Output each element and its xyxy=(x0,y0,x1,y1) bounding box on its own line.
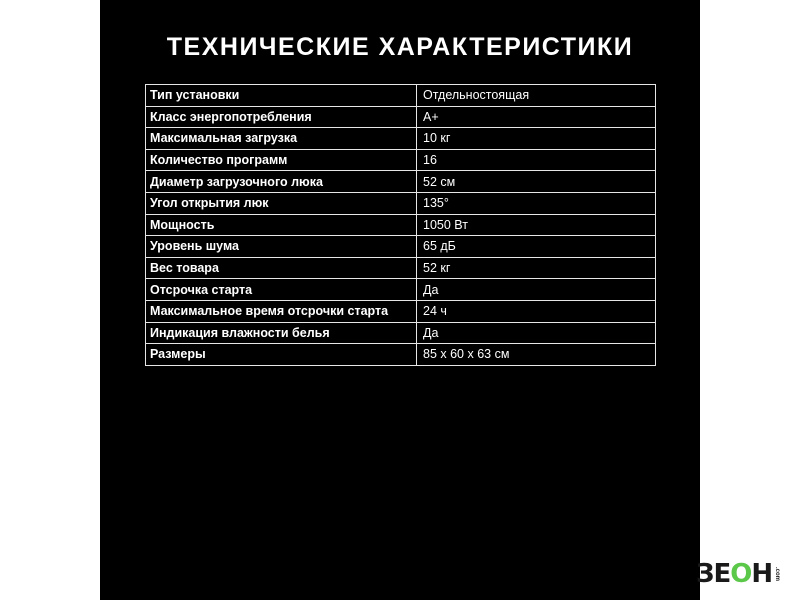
spec-label: Угол открытия люк xyxy=(146,192,417,214)
spec-value: 10 кг xyxy=(417,128,656,150)
table-row xyxy=(146,149,656,171)
spec-label: Максимальная загрузка xyxy=(146,128,417,150)
table-row xyxy=(146,257,656,279)
table-row xyxy=(146,279,656,301)
table-row xyxy=(146,171,656,193)
page-title: ТЕХНИЧЕСКИЕ ХАРАКТЕРИСТИКИ xyxy=(166,33,634,61)
logo-text: ЗЕОН xyxy=(696,559,773,589)
spec-value: 52 кг xyxy=(417,257,656,279)
logo-suffix: .com xyxy=(774,566,781,581)
table-row xyxy=(146,214,656,236)
spec-value: Да xyxy=(417,279,656,301)
spec-label: Индикация влажности белья xyxy=(146,322,417,344)
table-row xyxy=(146,344,656,366)
spec-value: 52 см xyxy=(417,171,656,193)
spec-table xyxy=(145,84,656,366)
spec-label: Уровень шума xyxy=(146,236,417,258)
spec-label: Размеры xyxy=(146,344,417,366)
spec-label: Отсрочка старта xyxy=(146,279,417,301)
spec-value: 65 дБ xyxy=(417,236,656,258)
table-row xyxy=(146,322,656,344)
table-row xyxy=(146,300,656,322)
table-row xyxy=(146,106,656,128)
brand-logo xyxy=(696,556,800,592)
table-row xyxy=(146,128,656,150)
table-row xyxy=(146,236,656,258)
spec-panel xyxy=(100,0,700,600)
spec-label: Максимальное время отсрочки старта xyxy=(146,300,417,322)
spec-value: Отдельностоящая xyxy=(417,85,656,107)
spec-value: 85 x 60 x 63 см xyxy=(417,344,656,366)
spec-label: Количество программ xyxy=(146,149,417,171)
spec-label: Класс энергопотребления xyxy=(146,106,417,128)
spec-label: Мощность xyxy=(146,214,417,236)
spec-value: 135° xyxy=(417,192,656,214)
spec-value: 24 ч xyxy=(417,300,656,322)
table-row xyxy=(146,192,656,214)
spec-value: A+ xyxy=(417,106,656,128)
spec-label: Тип установки xyxy=(146,85,417,107)
spec-label: Диаметр загрузочного люка xyxy=(146,171,417,193)
spec-value: 16 xyxy=(417,149,656,171)
table-row xyxy=(146,85,656,107)
spec-label: Вес товара xyxy=(146,257,417,279)
spec-value: 1050 Вт xyxy=(417,214,656,236)
spec-value: Да xyxy=(417,322,656,344)
